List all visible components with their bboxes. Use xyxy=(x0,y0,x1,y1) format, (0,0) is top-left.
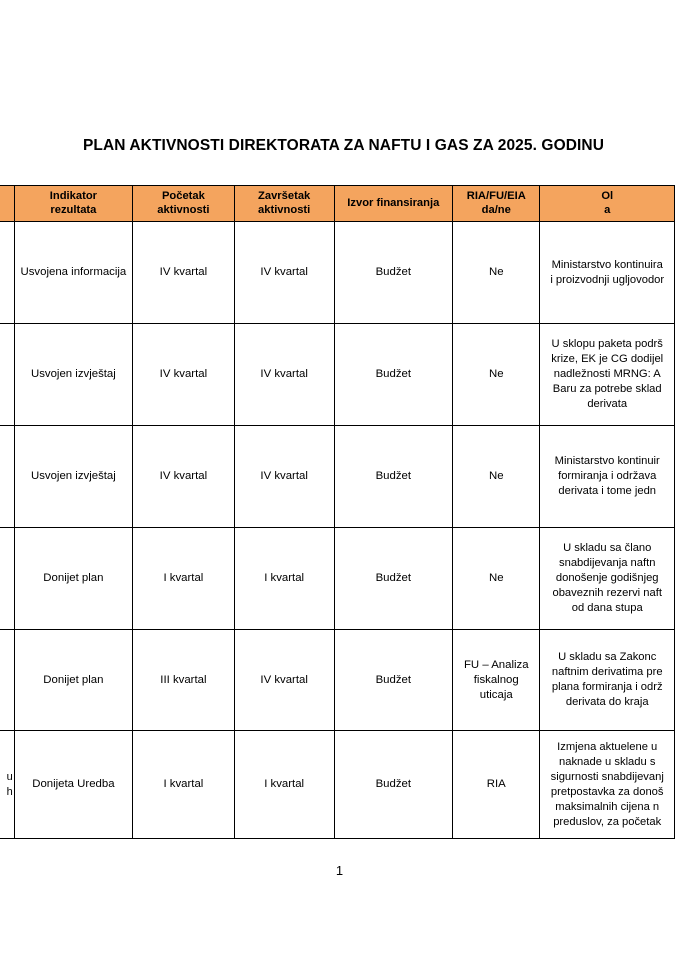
ria-cell: FU – Analiza fiskalnog uticaja xyxy=(453,630,540,731)
start-cell: IV kvartal xyxy=(133,426,235,528)
indicator-cell: Donijet plan xyxy=(14,630,132,731)
header-indicator: Indikator rezultata xyxy=(14,186,132,222)
indicator-cell: Usvojen izvještaj xyxy=(14,426,132,528)
table-row xyxy=(0,630,675,731)
table-header-row xyxy=(0,186,675,222)
explanation-cell: U skladu sa člano snabdijevanja naftn donošenje godišnjeg obaveznih rezervi naft od dana stupa xyxy=(540,528,675,630)
cut-off-cell xyxy=(0,528,14,630)
indicator-cell: Donijet plan xyxy=(14,528,132,630)
header-explanation: Ol a xyxy=(540,186,675,222)
start-cell: IV kvartal xyxy=(133,324,235,426)
table-row xyxy=(0,222,675,324)
table-row xyxy=(0,324,675,426)
start-cell: III kvartal xyxy=(133,630,235,731)
ria-cell: Ne xyxy=(453,528,540,630)
funding-cell: Budžet xyxy=(334,324,453,426)
end-cell: I kvartal xyxy=(234,731,334,839)
cut-off-cell xyxy=(0,630,14,731)
ria-cell: Ne xyxy=(453,222,540,324)
ria-cell: Ne xyxy=(453,324,540,426)
end-cell: IV kvartal xyxy=(234,426,334,528)
indicator-cell: Usvojena informacija xyxy=(14,222,132,324)
header-funding: Izvor finansiranja xyxy=(334,186,453,222)
explanation-cell: Ministarstvo kontinuira i proizvodnji ugljovodor xyxy=(540,222,675,324)
table-row xyxy=(0,426,675,528)
ria-cell: RIA xyxy=(453,731,540,839)
explanation-cell: Izmjena aktuelene u naknade u skladu s sigurnosti snabdijevanj pretpostavka za donoš maksimalnih cijena n preduslov, za početak xyxy=(540,731,675,839)
ria-cell: Ne xyxy=(453,426,540,528)
activity-plan-table xyxy=(0,185,675,839)
indicator-cell: Donijeta Uredba xyxy=(14,731,132,839)
header-ria: RIA/FU/EIA da/ne xyxy=(453,186,540,222)
header-start: Početak aktivnosti xyxy=(133,186,235,222)
page-number: 1 xyxy=(335,863,344,878)
cut-off-cell: u h xyxy=(0,731,14,839)
start-cell: I kvartal xyxy=(133,528,235,630)
end-cell: I kvartal xyxy=(234,528,334,630)
end-cell: IV kvartal xyxy=(234,630,334,731)
funding-cell: Budžet xyxy=(334,630,453,731)
page-title: PLAN AKTIVNOSTI DIREKTORATA ZA NAFTU I GAS ZA 2025. GODINU xyxy=(82,137,605,154)
header-end: Završetak aktivnosti xyxy=(234,186,334,222)
cut-off-cell xyxy=(0,324,14,426)
explanation-cell: Ministarstvo kontinuir formiranja i održava derivata i tome jedn xyxy=(540,426,675,528)
end-cell: IV kvartal xyxy=(234,324,334,426)
funding-cell: Budžet xyxy=(334,222,453,324)
header-cell-cut-off xyxy=(0,186,14,222)
explanation-cell: U sklopu paketa podrš krize, EK je CG dodijel nadležnosti MRNG: A Baru za potrebe sklad derivata xyxy=(540,324,675,426)
start-cell: IV kvartal xyxy=(133,222,235,324)
table-row xyxy=(0,731,675,839)
table-row xyxy=(0,528,675,630)
cut-off-cell xyxy=(0,222,14,324)
indicator-cell: Usvojen izvještaj xyxy=(14,324,132,426)
cut-off-cell xyxy=(0,426,14,528)
explanation-cell: U skladu sa Zakonc naftnim derivatima pre plana formiranja i održ derivata do kraja xyxy=(540,630,675,731)
funding-cell: Budžet xyxy=(334,528,453,630)
start-cell: I kvartal xyxy=(133,731,235,839)
funding-cell: Budžet xyxy=(334,426,453,528)
end-cell: IV kvartal xyxy=(234,222,334,324)
funding-cell: Budžet xyxy=(334,731,453,839)
